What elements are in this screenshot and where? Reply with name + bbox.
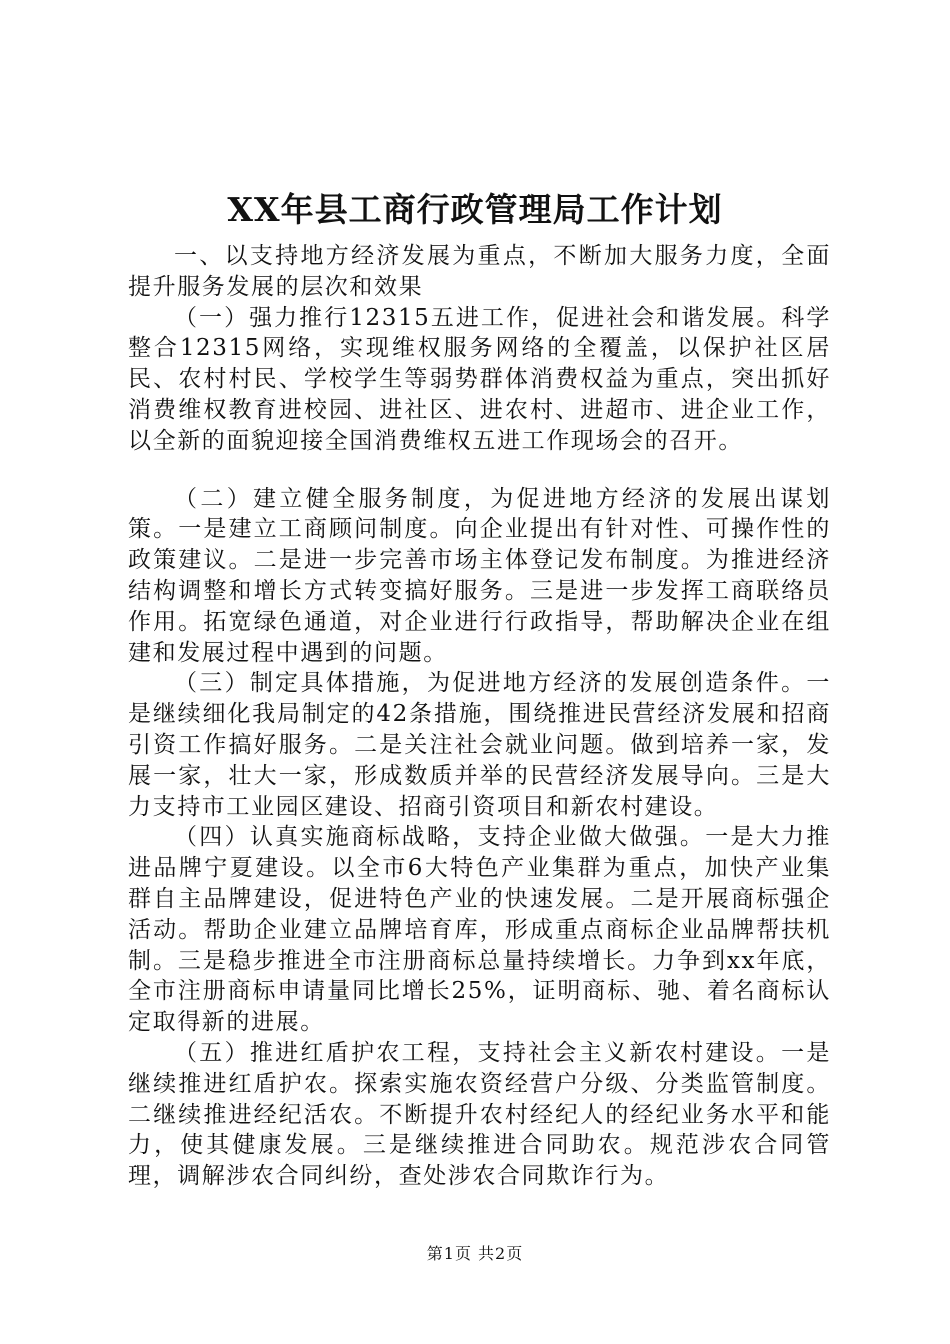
paragraph-item-3: （三）制定具体措施，为促进地方经济的发展创造条件。一是继续细化我局制定的42条措施，围绕推进民营经济发展和招商引资工作搞好服务。二是关注社会就业问题。做到培养一家，发展一家，壮大一家，形成数质并举的民营经济发展导向。三是大力支持市工业园区建设、招商引资项目和新农村建设。 bbox=[128, 670, 831, 820]
paragraph-item-2: （二）建立健全服务制度，为促进地方经济的发展出谋划策。一是建立工商顾问制度。向企业提出有针对性、可操作性的政策建议。二是进一步完善市场主体登记发布制度。为推进经济结构调整和增长方式转变搞好服务。三是进一步发挥工商联络员作用。拓宽绿色通道，对企业进行行政指导，帮助解决企业在组建和发展过程中遇到的问题。 bbox=[128, 485, 831, 666]
document-title: XX年县工商行政管理局工作计划 bbox=[227, 190, 723, 229]
page-footer: 第1页 共2页 bbox=[426, 1244, 524, 1263]
paragraph-item-4: （四）认真实施商标战略，支持企业做大做强。一是大力推进品牌宁夏建设。以全市6大特色产业集群为重点，加快产业集群自主品牌建设，促进特色产业的快速发展。二是开展商标强企活动。帮助企业建立品牌培育库，形成重点商标企业品牌帮扶机制。三是稳步推进全市注册商标总量持续增长。力争到xx年底，全市注册商标申请量同比增长25%，证明商标、驰、着名商标认定取得新的进展。 bbox=[128, 824, 831, 1036]
paragraph-section-1: 一、以支持地方经济发展为重点，不断加大服务力度，全面提升服务发展的层次和效果 bbox=[128, 243, 831, 300]
document-body bbox=[128, 241, 831, 1192]
paragraph-item-5: （五）推进红盾护农工程，支持社会主义新农村建设。一是继续推进红盾护农。探索实施农资经营户分级、分类监管制度。二继续推进经纪活农。不断提升农村经纪人的经纪业务水平和能力，使其健康发展。三是继续推进合同助农。规范涉农合同管理，调解涉农合同纠纷，查处涉农合同欺诈行为。 bbox=[128, 1039, 831, 1190]
paragraph-item-1: （一）强力推行12315五进工作，促进社会和谐发展。科学整合12315网络，实现维权服务网络的全覆盖，以保护社区居民、农村村民、学校学生等弱势群体消费权益为重点，突出抓好消费维权教育进校园、进社区、进农村、进超市、进企业工作，以全新的面貌迎接全国消费维权五进工作现场会的召开。 bbox=[128, 304, 831, 454]
